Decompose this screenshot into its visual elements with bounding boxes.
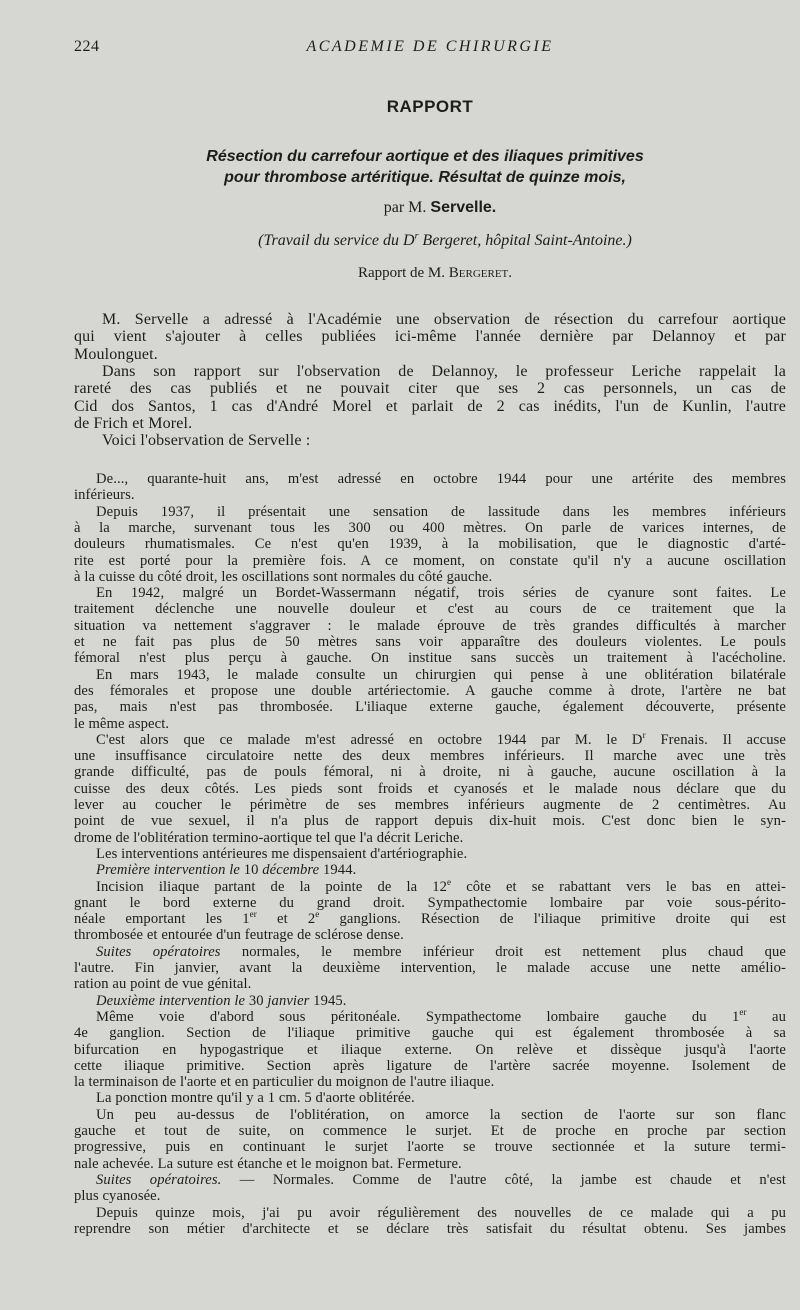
text-line	[74, 1025, 786, 1042]
line-text-after: côte et se rabattant vers le bas en attei-	[451, 878, 787, 895]
line-text: cuisse des deux côtés. Les pieds sont froids et cyanosés et le malade nous déclare que du	[74, 780, 786, 797]
title-line-1: Résection du carrefour aortique et des iliaques primitives	[206, 148, 644, 165]
line-text: Depuis quinze mois, j'ai pu avoir régulièrement des nouvelles de ce malade qui a pu	[96, 1204, 786, 1221]
text-line	[74, 781, 786, 798]
byline-prefix: par M.	[383, 199, 431, 216]
text-line	[74, 487, 786, 504]
affiliation-open: (Travail du service du D	[258, 232, 415, 249]
line-text: cette iliaque primitive. Section après ligature de l'artère sacrée moyenne. Isolement de	[74, 1057, 786, 1074]
text-line	[74, 976, 786, 993]
line-text: reprendre son métier d'architecte et se déclare très satisfait du résultat obtenu. Ses jambes	[74, 1220, 786, 1237]
line-text: rareté des cas publiés et ne pouvait citer que ses 2 cas personnels, un cas de	[74, 380, 786, 398]
superscript: e	[315, 909, 320, 920]
italic-tail: décembre	[262, 862, 320, 879]
line-text: nale achevée. La suture est étanche et le moignon bat. Fermeture.	[74, 1155, 462, 1172]
italic-tail: janvier	[267, 992, 310, 1009]
line-text: la terminaison de l'aorte et en particulier du moignon de l'autre iliaque.	[74, 1074, 495, 1091]
line-text: C'est alors que ce malade m'est adressé en octobre 1944 par M. le D	[96, 731, 643, 748]
text-line	[96, 993, 786, 1010]
text-line	[96, 1172, 786, 1189]
line-text: M. Servelle a adressé à l'Académie une observation de résection du carrefour aortique	[102, 311, 786, 328]
line-text-after: ganglions. Résection de l'iliaque primitive droite qui est	[319, 911, 786, 928]
text-line	[96, 471, 786, 488]
superscript: er	[249, 909, 257, 920]
line-text: Voici l'observation de Servelle :	[102, 432, 311, 450]
italic-lead: Première intervention le	[96, 862, 240, 879]
line-text-after: et 2	[256, 911, 316, 928]
line-text: néale emportant les 1	[74, 911, 250, 928]
line-text: En mars 1943, le malade consulte un chirurgien qui pense à une oblitération bilatérale	[96, 666, 786, 683]
line-text: ration au point de vue génital.	[74, 976, 252, 993]
text-line	[96, 862, 786, 879]
line-text: drome de l'oblitération termino-aortique tel que l'a décrit Leriche.	[74, 829, 464, 846]
line-text-end: 1944.	[319, 862, 357, 879]
text-line	[96, 504, 786, 521]
text-line	[74, 1042, 786, 1059]
line-text: pas, mais n'est pas thrombosée. L'iliaque externe gauche, également découverte, présente	[74, 699, 786, 716]
text-line	[96, 729, 786, 749]
text-line	[74, 1188, 786, 1205]
line-text-after: 30	[245, 992, 268, 1009]
line-text: 4e ganglion. Section de l'iliaque primitive gauche qui est également thrombosée à sa	[74, 1025, 786, 1042]
text-line	[74, 1074, 786, 1091]
line-text: et ne fait pas plus de 50 mètres sans voir apparaître des douleurs violentes. Le pouls	[74, 634, 786, 650]
line-text: des fémorales et propose une double artériectomie. A gauche comme à drote, l'artère ne bat	[74, 682, 786, 699]
affiliation	[0, 232, 800, 250]
text-line	[96, 876, 787, 896]
text-line	[74, 650, 786, 667]
line-text: grande difficulté, pas de pouls fémoral, ni à droite, ni à gauche, aucune oscillation à la	[74, 764, 786, 781]
line-text-after: 10	[239, 862, 263, 879]
text-line	[74, 328, 786, 346]
text-line	[96, 1205, 786, 1222]
line-text: bifurcation en hypogastrique et iliaque externe. On relève et dissèque jusqu'à l'aorte	[74, 1041, 786, 1058]
text-line	[74, 553, 786, 570]
line-text: qui vient s'ajouter à celles publiées ici-même l'année dernière par Delannoy et par	[74, 328, 786, 346]
line-text: plus cyanosée.	[74, 1188, 161, 1205]
line-text: Les interventions antérieures me dispensaient d'artériographie.	[96, 845, 468, 862]
line-text: De..., quarante-huit ans, m'est adressé en octobre 1944 pour une artérite des membres	[96, 471, 786, 487]
line-text: progressive, puis en continuant le surjet l'aorte se trouve sectionnée et la suture termi-	[74, 1139, 786, 1156]
line-text: douleurs rhumatismales. Ce n'est qu'en 1939, à la mobilisation, que le diagnostic d'arté-	[74, 536, 786, 553]
page-number: 224	[74, 38, 100, 55]
affiliation-rest: Bergeret, hôpital Saint-Antoine.)	[418, 232, 632, 249]
line-text: fémoral n'est plus perçu à gauche. On institue sans succès un traitement à l'acécholine.	[74, 650, 786, 667]
text-line	[102, 311, 786, 329]
affiliation-sup: r	[414, 230, 419, 242]
text-line	[96, 846, 786, 863]
text-line	[96, 1009, 786, 1026]
line-text-after: Frenais. Il accuse	[645, 731, 786, 748]
line-text: La ponction montre qu'il y a 1 cm. 5 d'aorte oblitérée.	[96, 1090, 415, 1107]
section-heading: RAPPORT	[386, 97, 474, 116]
text-line	[74, 748, 786, 765]
line-text: Un peu au-dessus de l'oblitération, on amorce la section de l'aorte sur son flanc	[96, 1106, 786, 1123]
line-text: le même aspect.	[74, 715, 170, 732]
line-text-after: au	[746, 1008, 786, 1025]
title-line-2: pour thrombose artéritique. Résultat de quinze mois,	[224, 169, 626, 186]
text-line	[74, 927, 786, 944]
text-line	[96, 1107, 786, 1124]
superscript: er	[739, 1007, 747, 1018]
line-text: une insuffisance circulatoire nette des deux membres inférieurs. Il marche avec une très	[74, 748, 786, 765]
text-line	[74, 911, 786, 928]
line-text: gnant le bord externe du grand droit. Sympathectomie lombaire par voie sous-périto-	[74, 894, 786, 911]
line-text: de Frich et Morel.	[74, 414, 193, 432]
running-title: ACADEMIE DE CHIRURGIE	[306, 38, 554, 55]
line-text: thrombosée et entourée d'un feutrage de sclérose dense.	[74, 927, 404, 944]
italic-lead: Suites opératoires	[96, 943, 221, 960]
line-text: l'autre. Fin janvier, avant la deuxième intervention, le malade accuse une nette amélio-	[74, 960, 786, 976]
line-text: à la marche, survenant tous les 300 ou 400 mètres. On parle de varices internes, de	[74, 519, 786, 536]
line-text: Depuis 1937, il présentait une sensation de lassitude dans les membres inférieurs	[96, 503, 786, 520]
text-line	[74, 346, 786, 364]
text-line	[74, 683, 786, 700]
text-line	[96, 667, 786, 684]
text-line	[74, 960, 786, 977]
text-line	[74, 520, 786, 537]
line-text: Cid dos Santos, 1 cas d'André Morel et parlait de 2 cas inédits, l'un de Kunlin, l'autre	[74, 397, 786, 415]
text-line	[74, 415, 786, 433]
text-line	[74, 813, 786, 830]
text-line	[74, 895, 786, 912]
byline	[0, 199, 800, 217]
line-text-after: normales, le membre inférieur droit est nettement plus chaud que	[220, 943, 786, 960]
text-line	[74, 398, 786, 416]
line-text: En 1942, malgré un Bordet-Wassermann négatif, trois séries de cyanure sont faites. Le	[96, 585, 786, 602]
text-line	[74, 716, 786, 733]
text-line	[102, 363, 786, 381]
superscript: e	[447, 876, 452, 887]
line-text: inférieurs.	[74, 487, 135, 504]
text-line	[74, 699, 786, 716]
line-text-after: — Normales. Comme de l'autre côté, la jambe est chaude et n'est	[221, 1171, 787, 1188]
text-line	[74, 569, 786, 586]
text-line	[74, 618, 786, 635]
text-line	[74, 1156, 786, 1173]
article-title	[100, 146, 750, 188]
report-by-name: Bergeret.	[448, 265, 513, 281]
text-line	[74, 830, 786, 847]
text-line	[74, 634, 786, 651]
line-text: Dans son rapport sur l'observation de Delannoy, le professeur Leriche rappelait la	[102, 362, 786, 380]
line-text: à la cuisse du côté droit, les oscillations sont normales du côté gauche.	[74, 568, 493, 585]
text-line	[74, 1221, 786, 1238]
line-text: Moulonguet.	[74, 345, 158, 363]
line-text: point de vue sexuel, il n'a plus de rapport depuis dix-huit mois. C'est donc bien le syn-	[74, 813, 786, 830]
text-line	[74, 1123, 786, 1140]
text-line	[74, 764, 786, 781]
text-line	[74, 380, 786, 398]
text-line	[74, 536, 786, 553]
text-line	[102, 432, 786, 450]
line-text-end: 1945.	[309, 992, 347, 1009]
line-text: Même voie d'abord sous péritonéale. Sympathectome lombaire gauche du 1	[96, 1008, 740, 1025]
line-text: situation va nettement s'aggraver : le malade éprouve de très grandes difficultés à marcher	[74, 617, 786, 634]
line-text: gauche et tout de suite, on commence le surjet. Et de proche en proche par section	[74, 1123, 786, 1139]
text-line	[74, 1058, 786, 1075]
italic-lead: Deuxième intervention le	[96, 992, 246, 1009]
text-line	[96, 1090, 786, 1107]
text-line	[96, 585, 786, 602]
text-line	[74, 797, 786, 814]
report-by	[0, 265, 800, 282]
superscript: r	[642, 729, 646, 740]
italic-lead: Suites opératoires.	[96, 1171, 222, 1188]
line-text: traitement déclenche une nouvelle douleur et c'est au cours de ce traitement que la	[74, 601, 786, 618]
author-name: Servelle.	[430, 199, 497, 216]
report-by-prefix: Rapport de M.	[357, 265, 449, 281]
line-text: Incision iliaque partant de la pointe de la 12	[96, 878, 448, 895]
text-line	[74, 601, 786, 618]
line-text: lever au coucher le périmètre de ses membres inférieurs augmente de 2 centimètres. Au	[74, 797, 786, 813]
text-line	[96, 944, 786, 961]
line-text: rite est porté pour la première fois. A ce moment, on constate qu'il n'y a aucune oscillation	[74, 552, 786, 569]
text-line	[74, 1139, 786, 1156]
